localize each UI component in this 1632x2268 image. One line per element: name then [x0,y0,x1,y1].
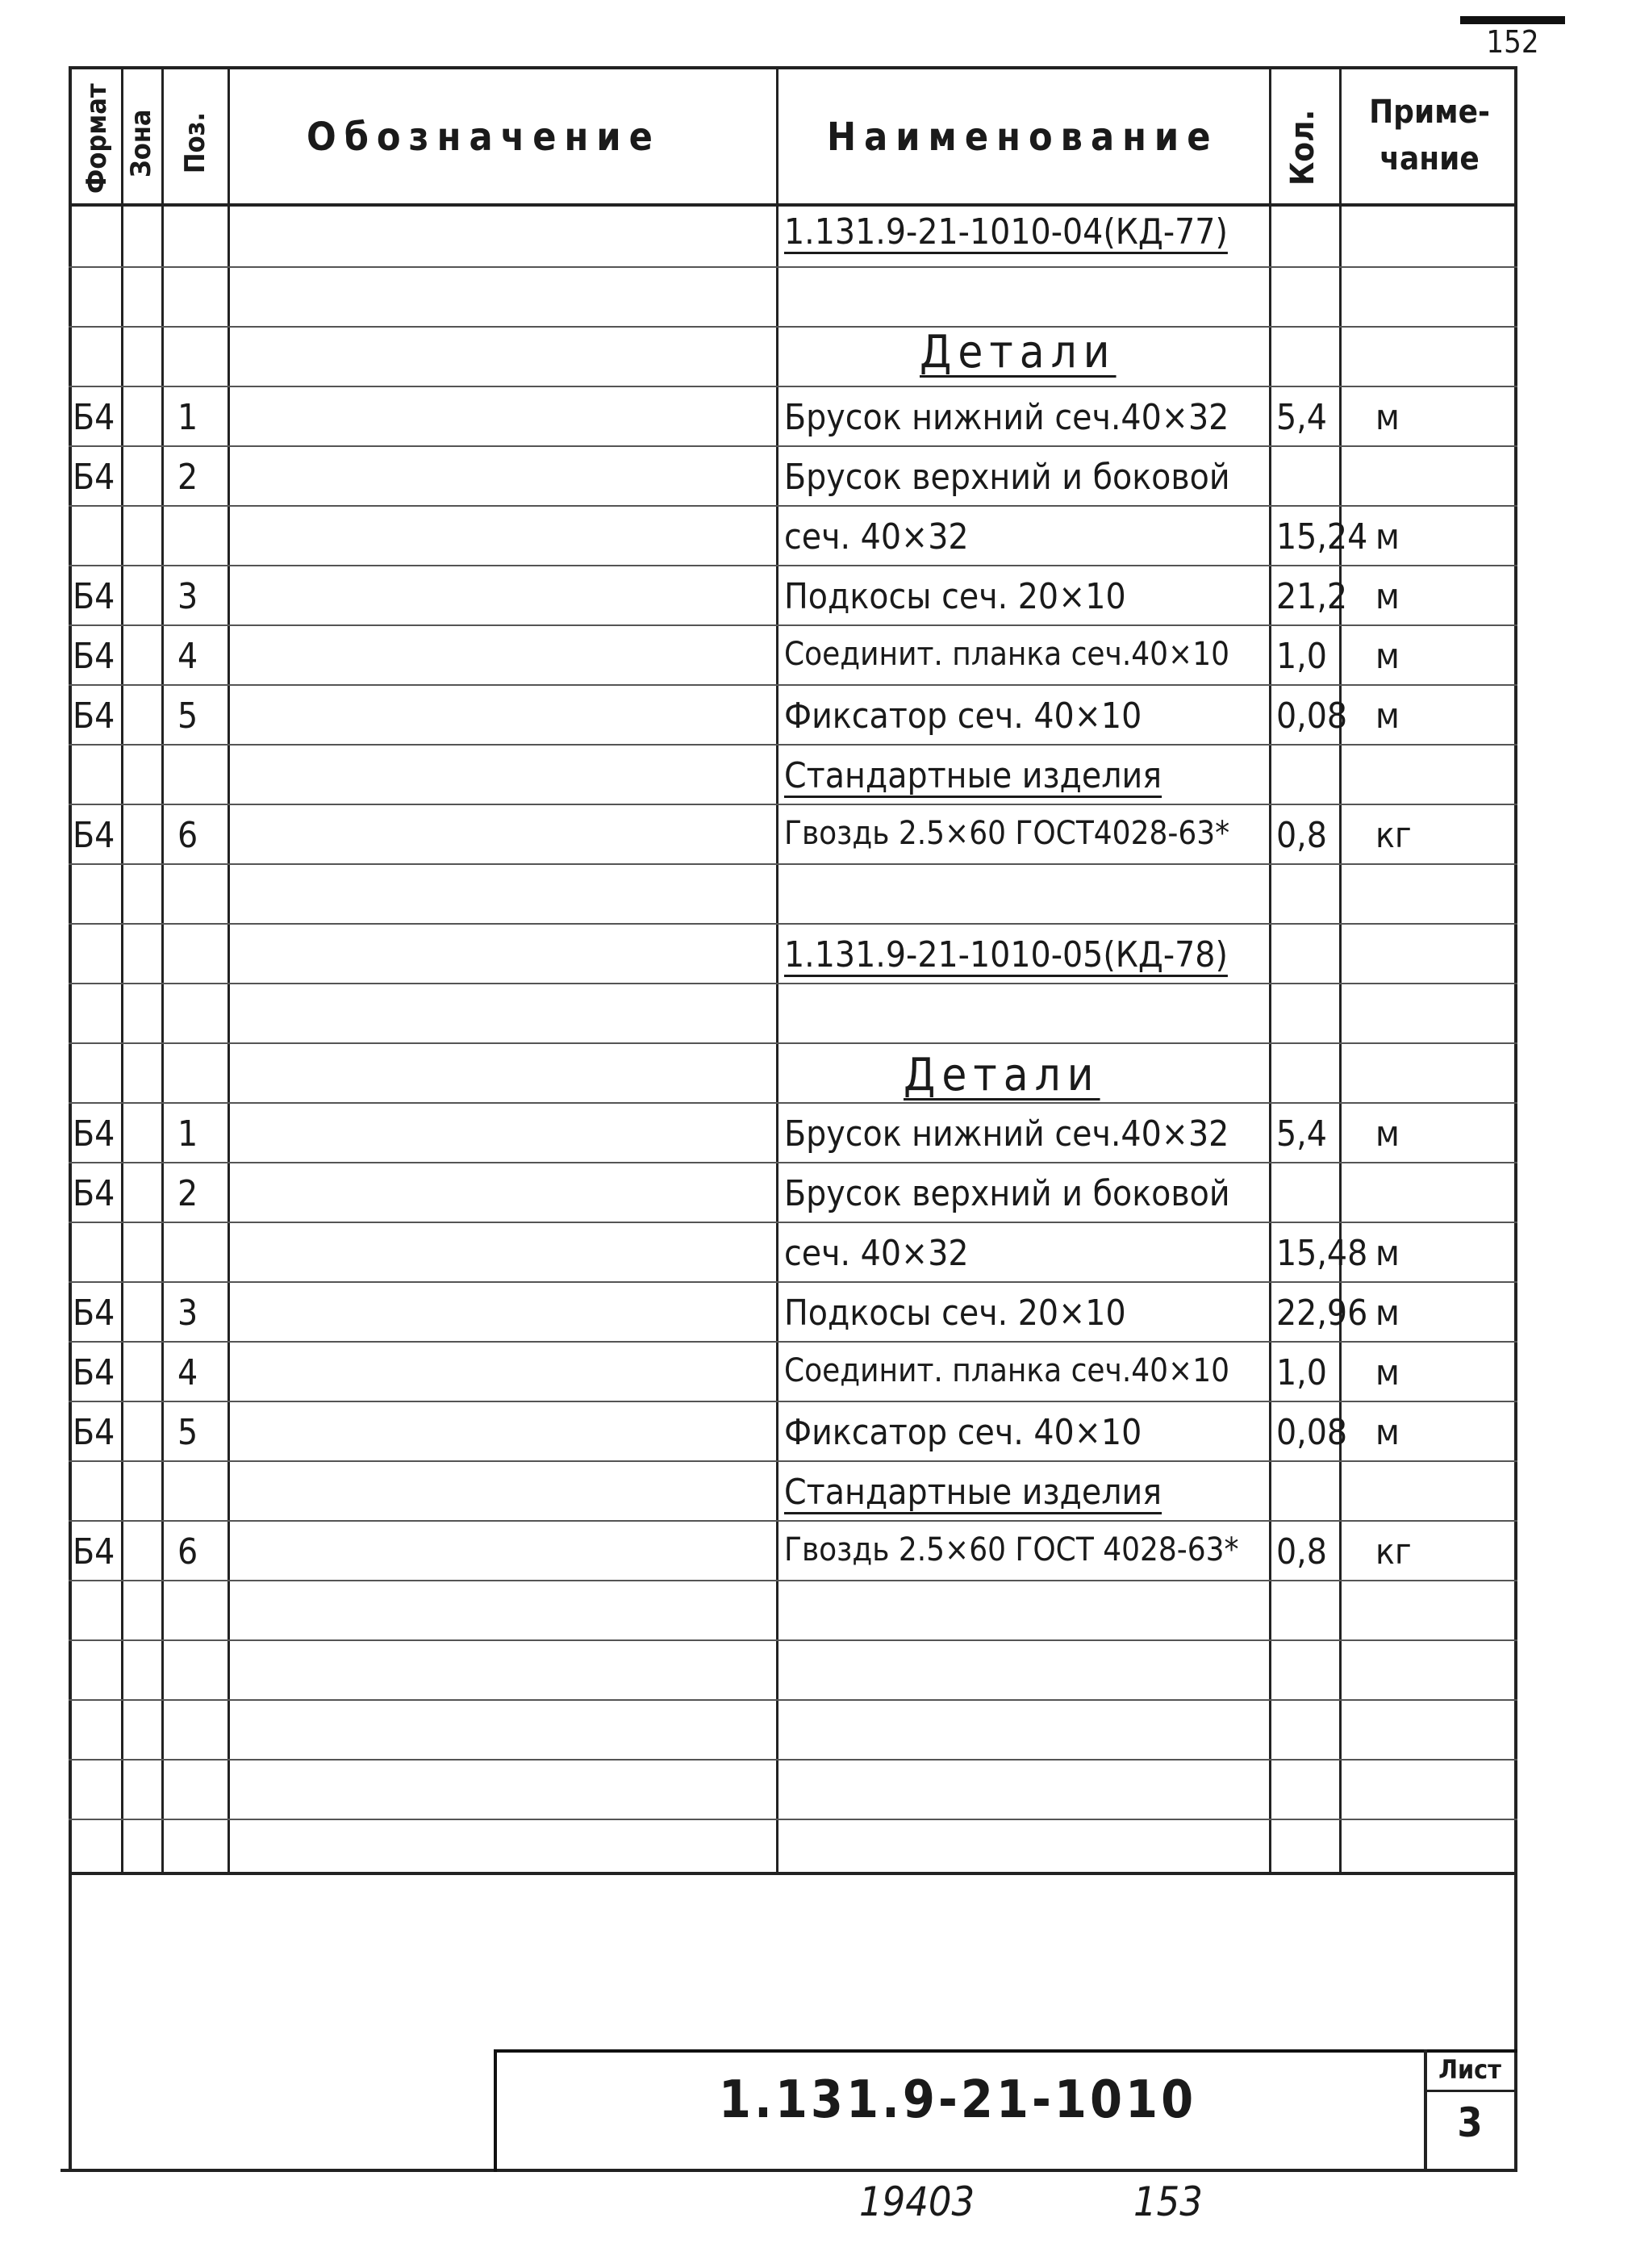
row-separator [69,1699,1517,1701]
row-note: м [1375,576,1400,617]
row-pos: 3 [177,576,198,617]
row-qty: 5,4 [1276,1113,1327,1155]
row-separator [69,863,1517,865]
row-note: м [1375,1412,1400,1453]
row-note: м [1375,695,1400,737]
row-pos: 2 [177,1173,198,1214]
row-format: Б4 [73,1352,115,1393]
row-name-section-heading: Детали [920,326,1117,378]
row-qty: 21,2 [1276,576,1348,617]
row-format: Б4 [73,695,115,737]
row-separator [69,1639,1517,1641]
row-qty: 0,08 [1276,695,1348,737]
row-separator [69,684,1517,686]
frame-left [69,66,72,2172]
row-separator [69,1341,1517,1343]
row-separator [69,983,1517,984]
row-name: Соединит. планка сеч.40×10 [784,636,1229,673]
row-separator [69,505,1517,507]
row-pos: 2 [177,457,198,498]
row-separator [69,744,1517,746]
col-divider-pos-designation [227,66,230,1873]
row-separator [69,1401,1517,1402]
header-note [1349,89,1510,182]
row-name: Брусок нижний сеч.40×32 [784,397,1229,438]
header-name: Наименование [827,115,1219,160]
row-separator [69,1102,1517,1104]
sheet-cell-divider [1424,2049,1427,2169]
row-separator [69,1580,1517,1581]
row-format: Б4 [73,1293,115,1334]
row-separator [69,1819,1517,1820]
row-name: Гвоздь 2.5×60 ГОСТ 4028-63* [784,1531,1239,1568]
row-separator [69,386,1517,387]
header-format: Формат [81,83,113,194]
row-separator [69,923,1517,925]
row-separator [69,804,1517,805]
row-separator [69,1520,1517,1522]
row-separator [69,1042,1517,1044]
row-separator [69,1281,1517,1283]
row-note: м [1375,1233,1400,1274]
row-format: Б4 [73,1173,115,1214]
row-pos: 5 [177,1412,198,1453]
sheet-cell-hline [1424,2090,1514,2092]
row-qty: 15,48 [1276,1233,1368,1274]
sheet-label: Лист [1438,2054,1501,2085]
row-separator [69,266,1517,268]
row-note: м [1375,1113,1400,1155]
col-divider-name-qty [1269,66,1271,1873]
row-qty: 22,96 [1276,1293,1368,1334]
header-zone: Зона [125,109,157,178]
row-pos: 6 [177,815,198,856]
header-qty: Кол. [1284,109,1321,186]
row-qty: 15,24 [1276,516,1368,558]
row-qty: 0,8 [1276,1531,1327,1573]
frame-right [1514,66,1517,2172]
row-name-assembly-code: 1.131.9-21-1010-05(КД-78) [784,934,1228,975]
row-name: Соединит. планка сеч.40×10 [784,1352,1229,1389]
row-qty: 5,4 [1276,397,1327,438]
row-name: Брусок верхний и боковой [784,457,1230,498]
row-pos: 6 [177,1531,198,1573]
row-separator [69,624,1517,626]
row-format: Б4 [73,1412,115,1453]
header-note-line1: Приме- [1369,94,1490,131]
row-note: кг [1375,815,1412,856]
row-separator [69,326,1517,328]
row-qty: 1,0 [1276,636,1327,677]
row-name: Брусок верхний и боковой [784,1173,1230,1214]
row-name: Фиксатор сеч. 40×10 [784,695,1142,737]
row-separator [69,1460,1517,1462]
row-format: Б4 [73,1531,115,1573]
row-format: Б4 [73,636,115,677]
row-name: Фиксатор сеч. 40×10 [784,1412,1142,1453]
footer-page-number: 153 [1133,2178,1203,2225]
row-name-section-heading: Детали [904,1049,1100,1101]
col-divider-format-zone [121,66,123,1873]
col-divider-qty-note [1339,66,1342,1873]
row-name-assembly-code: 1.131.9-21-1010-04(КД-77) [784,211,1228,253]
row-note: м [1375,1352,1400,1393]
row-name: сеч. 40×32 [784,516,969,558]
row-separator [69,445,1517,447]
row-note: м [1375,1293,1400,1334]
row-pos: 4 [177,1352,198,1393]
row-qty: 0,8 [1276,815,1327,856]
row-name: Подкосы сеч. 20×10 [784,1293,1126,1334]
row-separator [69,1162,1517,1163]
row-qty: 1,0 [1276,1352,1327,1393]
row-name: Подкосы сеч. 20×10 [784,576,1126,617]
row-pos: 1 [177,397,198,438]
row-name: сеч. 40×32 [784,1233,969,1274]
row-name: Брусок нижний сеч.40×32 [784,1113,1229,1155]
sheet-number: 3 [1457,2099,1483,2146]
header-note-line2: чание [1379,140,1480,178]
row-separator [69,1222,1517,1223]
row-note: кг [1375,1531,1412,1573]
table-bottom-line [69,1872,1517,1875]
row-format: Б4 [73,457,115,498]
col-divider-designation-name [776,66,778,1873]
header-designation: Обозначение [307,115,661,160]
row-format: Б4 [73,397,115,438]
row-separator [69,1759,1517,1761]
row-format: Б4 [73,815,115,856]
row-format: Б4 [73,576,115,617]
frame-top [69,66,1517,69]
top-page-number-text: 152 [1486,24,1539,60]
row-separator [69,565,1517,566]
row-qty: 0,08 [1276,1412,1348,1453]
header-pos: Поз. [179,111,211,173]
row-pos: 5 [177,695,198,737]
title-block-code: 1.131.9-21-1010 [718,2070,1197,2130]
top-page-number [1460,16,1565,63]
row-pos: 1 [177,1113,198,1155]
col-divider-zone-pos [161,66,164,1873]
row-pos: 3 [177,1293,198,1334]
header-bottom-line [69,203,1517,207]
row-name-standard-items: Стандартные изделия [784,755,1162,796]
inventory-number: 19403 [859,2178,975,2225]
row-note: м [1375,397,1400,438]
row-format: Б4 [73,1113,115,1155]
row-name: Гвоздь 2.5×60 ГОСТ4028-63* [784,815,1230,852]
row-note: м [1375,516,1400,558]
row-name-standard-items: Стандартные изделия [784,1472,1162,1513]
row-pos: 4 [177,636,198,677]
row-note: м [1375,636,1400,677]
